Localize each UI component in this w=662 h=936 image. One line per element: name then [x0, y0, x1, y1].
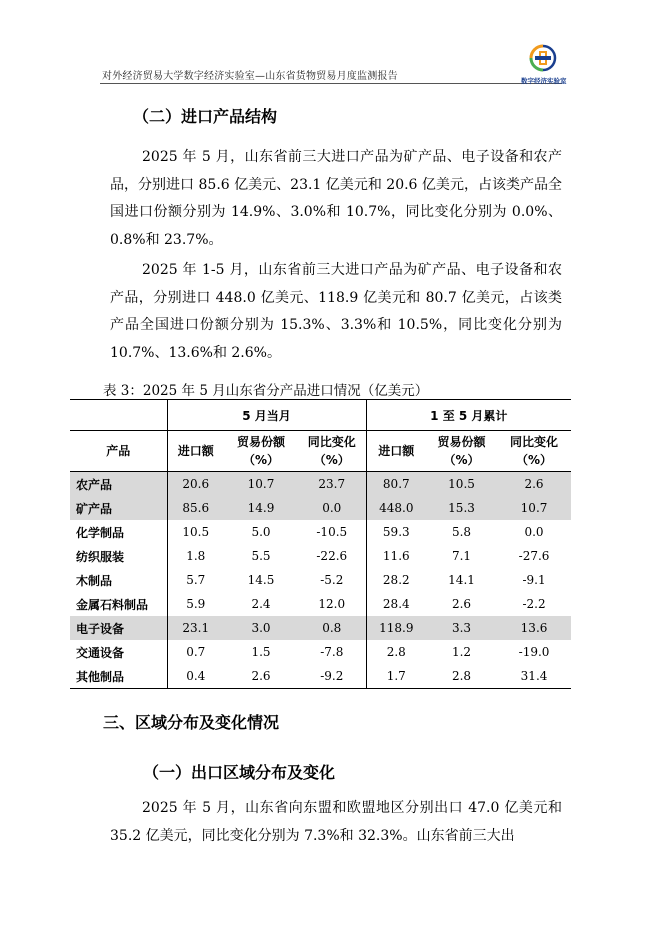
cell-ytd-share: 3.3: [426, 616, 497, 640]
col-header-ytd-share-b: （%）: [443, 453, 480, 467]
cell-month-import: 0.7: [167, 640, 224, 664]
cell-ytd-import: 1.7: [366, 664, 426, 689]
cell-month-change: 23.7: [298, 472, 366, 497]
cell-month-share: 10.7: [224, 472, 298, 497]
cell-month-share: 2.4: [251, 597, 271, 611]
cell-product: 化学制品: [76, 525, 125, 540]
table-row: [70, 592, 571, 616]
cell-ytd-share: 2.6: [451, 597, 472, 611]
paragraph-import-may: [110, 144, 562, 254]
cell-month-import: 20.6: [167, 472, 224, 497]
cell-month-import: 10.5: [167, 520, 224, 544]
cell-month-change: -9.2: [298, 664, 366, 689]
cell-month-change: -5.2: [320, 573, 344, 587]
paragraph-export-region-text: 2025 年 5 月，山东省向东盟和欧盟地区分别出口 47.0 亿美元和 35.2 亿美元，同比变化分别为 7.3%和 32.3%。山东省前三大出: [110, 800, 562, 844]
cell-ytd-change: -27.6: [518, 549, 550, 563]
cell-ytd-change: 10.7: [497, 496, 571, 520]
table-row: [70, 544, 571, 568]
cell-month-change: -10.5: [316, 525, 348, 539]
group-header-ytd: 1 至 5 月累计: [366, 400, 571, 431]
cell-ytd-change: 0.0: [524, 525, 544, 539]
cell-month-import: 0.4: [167, 664, 224, 689]
paragraph-import-ytd-text: 2025 年 1-5 月，山东省前三大进口产品为矿产品、电子设备和农产品，分别进口 448.0 亿美元、118.9 亿美元和 80.7 亿美元，占该类产品全国进口份额分别为 15.3%、3.3%和 10.5%，同比变化分别为 10.7%、13.6%和 2.6%。: [110, 262, 562, 361]
group-header-month: 5 月当月: [167, 400, 366, 431]
lab-logo-text: 数字经济实验室: [521, 77, 567, 85]
cell-product: 农产品: [70, 472, 167, 497]
cell-ytd-share: 2.8: [426, 664, 497, 689]
cell-month-import: 23.1: [167, 616, 224, 640]
paragraph-import-ytd: [110, 257, 562, 367]
cell-ytd-import: 80.7: [366, 472, 426, 497]
cell-month-change: 0.0: [298, 496, 366, 520]
cell-month-import: 85.6: [167, 496, 224, 520]
col-header-ytd-change-b: （%）: [516, 453, 553, 467]
cell-ytd-share: 15.3: [426, 496, 497, 520]
paragraph-import-may-text: 2025 年 5 月，山东省前三大进口产品为矿产品、电子设备和农产品，分别进口 85.6 亿美元、23.1 亿美元和 20.6 亿美元，占该类产品全国进口份额分别为 14.9%、3.0%和 10.7%，同比变化分别为 0.0%、0.8%和 23.7%。: [110, 149, 562, 248]
paragraph-export-region: [110, 795, 562, 850]
lab-logo: [521, 44, 565, 85]
col-header-month-change: [298, 431, 366, 472]
cell-product: 其他制品: [70, 664, 167, 689]
cell-ytd-change: 13.6: [497, 616, 571, 640]
table-row: [70, 520, 571, 544]
col-header-ytd-share: [426, 431, 497, 472]
col-header-month-change-b: （%）: [313, 453, 350, 467]
cell-month-share: 5.0: [251, 525, 271, 539]
table-corner: [70, 400, 167, 431]
cell-month-share: 14.9: [224, 496, 298, 520]
section-heading-import: （二）进口产品结构: [133, 107, 278, 126]
col-header-month-change-a: 同比变化: [307, 435, 356, 449]
cell-ytd-share: 5.8: [451, 525, 472, 539]
cell-ytd-import: 28.4: [366, 592, 426, 616]
col-header-month-share-a: 贸易份额: [236, 435, 285, 449]
cell-ytd-change: -2.2: [522, 597, 546, 611]
cell-ytd-import: 11.6: [366, 544, 426, 568]
cell-product: 交通设备: [76, 645, 125, 660]
cell-product: 纺织服装: [76, 549, 125, 564]
section-heading-region: 三、区域分布及变化情况: [103, 713, 280, 732]
cell-month-change: 12.0: [318, 597, 346, 611]
table-row: [70, 472, 571, 497]
cell-ytd-share: 10.5: [426, 472, 497, 497]
table-row: [70, 496, 571, 520]
cell-ytd-share: 1.2: [451, 645, 472, 659]
import-products-table: [70, 399, 571, 689]
report-header: 对外经济贸易大学数字经济实验室—山东省货物贸易月度监测报告: [102, 71, 398, 82]
cell-ytd-change: 31.4: [497, 664, 571, 689]
table-row: [70, 616, 571, 640]
table-caption: 表 3：2025 年 5 月山东省分产品进口情况（亿美元）: [103, 383, 429, 399]
cell-product: 矿产品: [70, 496, 167, 520]
table-row: [70, 664, 571, 689]
cell-ytd-import: 2.8: [366, 640, 426, 664]
cell-month-share: 1.5: [251, 645, 271, 659]
cell-ytd-import: 118.9: [366, 616, 426, 640]
subsection-heading-export-region: （一）出口区域分布及变化: [143, 763, 336, 782]
cell-ytd-import: 448.0: [366, 496, 426, 520]
col-header-month-share: [224, 431, 298, 472]
cell-ytd-import: 59.3: [366, 520, 426, 544]
cell-ytd-change: -19.0: [518, 645, 550, 659]
cell-month-import: 5.9: [167, 592, 224, 616]
col-header-ytd-change: [497, 431, 571, 472]
cell-product: 电子设备: [70, 616, 167, 640]
cell-ytd-change: 2.6: [497, 472, 571, 497]
cell-ytd-change: -9.1: [522, 573, 546, 587]
header-divider: [100, 83, 562, 84]
cell-month-import: 1.8: [167, 544, 224, 568]
cell-month-change: -7.8: [320, 645, 344, 659]
cell-month-share: 2.6: [224, 664, 298, 689]
table-row: [70, 640, 571, 664]
cell-ytd-share: 7.1: [451, 549, 472, 563]
col-header-ytd-import: 进口额: [366, 431, 426, 472]
cell-month-share: 14.5: [247, 573, 275, 587]
lab-logo-icon: [526, 44, 560, 72]
cell-product: 木制品: [76, 573, 113, 588]
cell-month-share: 3.0: [224, 616, 298, 640]
col-header-product: 产品: [70, 431, 167, 472]
cell-month-share: 5.5: [251, 549, 271, 563]
cell-ytd-share: 14.1: [448, 573, 475, 587]
col-header-ytd-change-a: 同比变化: [510, 435, 559, 449]
cell-month-change: 0.8: [298, 616, 366, 640]
col-header-month-share-b: （%）: [242, 453, 280, 467]
table-row: [70, 568, 571, 592]
col-header-ytd-share-a: 贸易份额: [437, 435, 486, 449]
cell-product: 金属石料制品: [76, 597, 149, 612]
col-header-month-import: 进口额: [167, 431, 224, 472]
cell-month-import: 5.7: [167, 568, 224, 592]
cell-ytd-import: 28.2: [366, 568, 426, 592]
cell-month-change: -22.6: [316, 549, 348, 563]
